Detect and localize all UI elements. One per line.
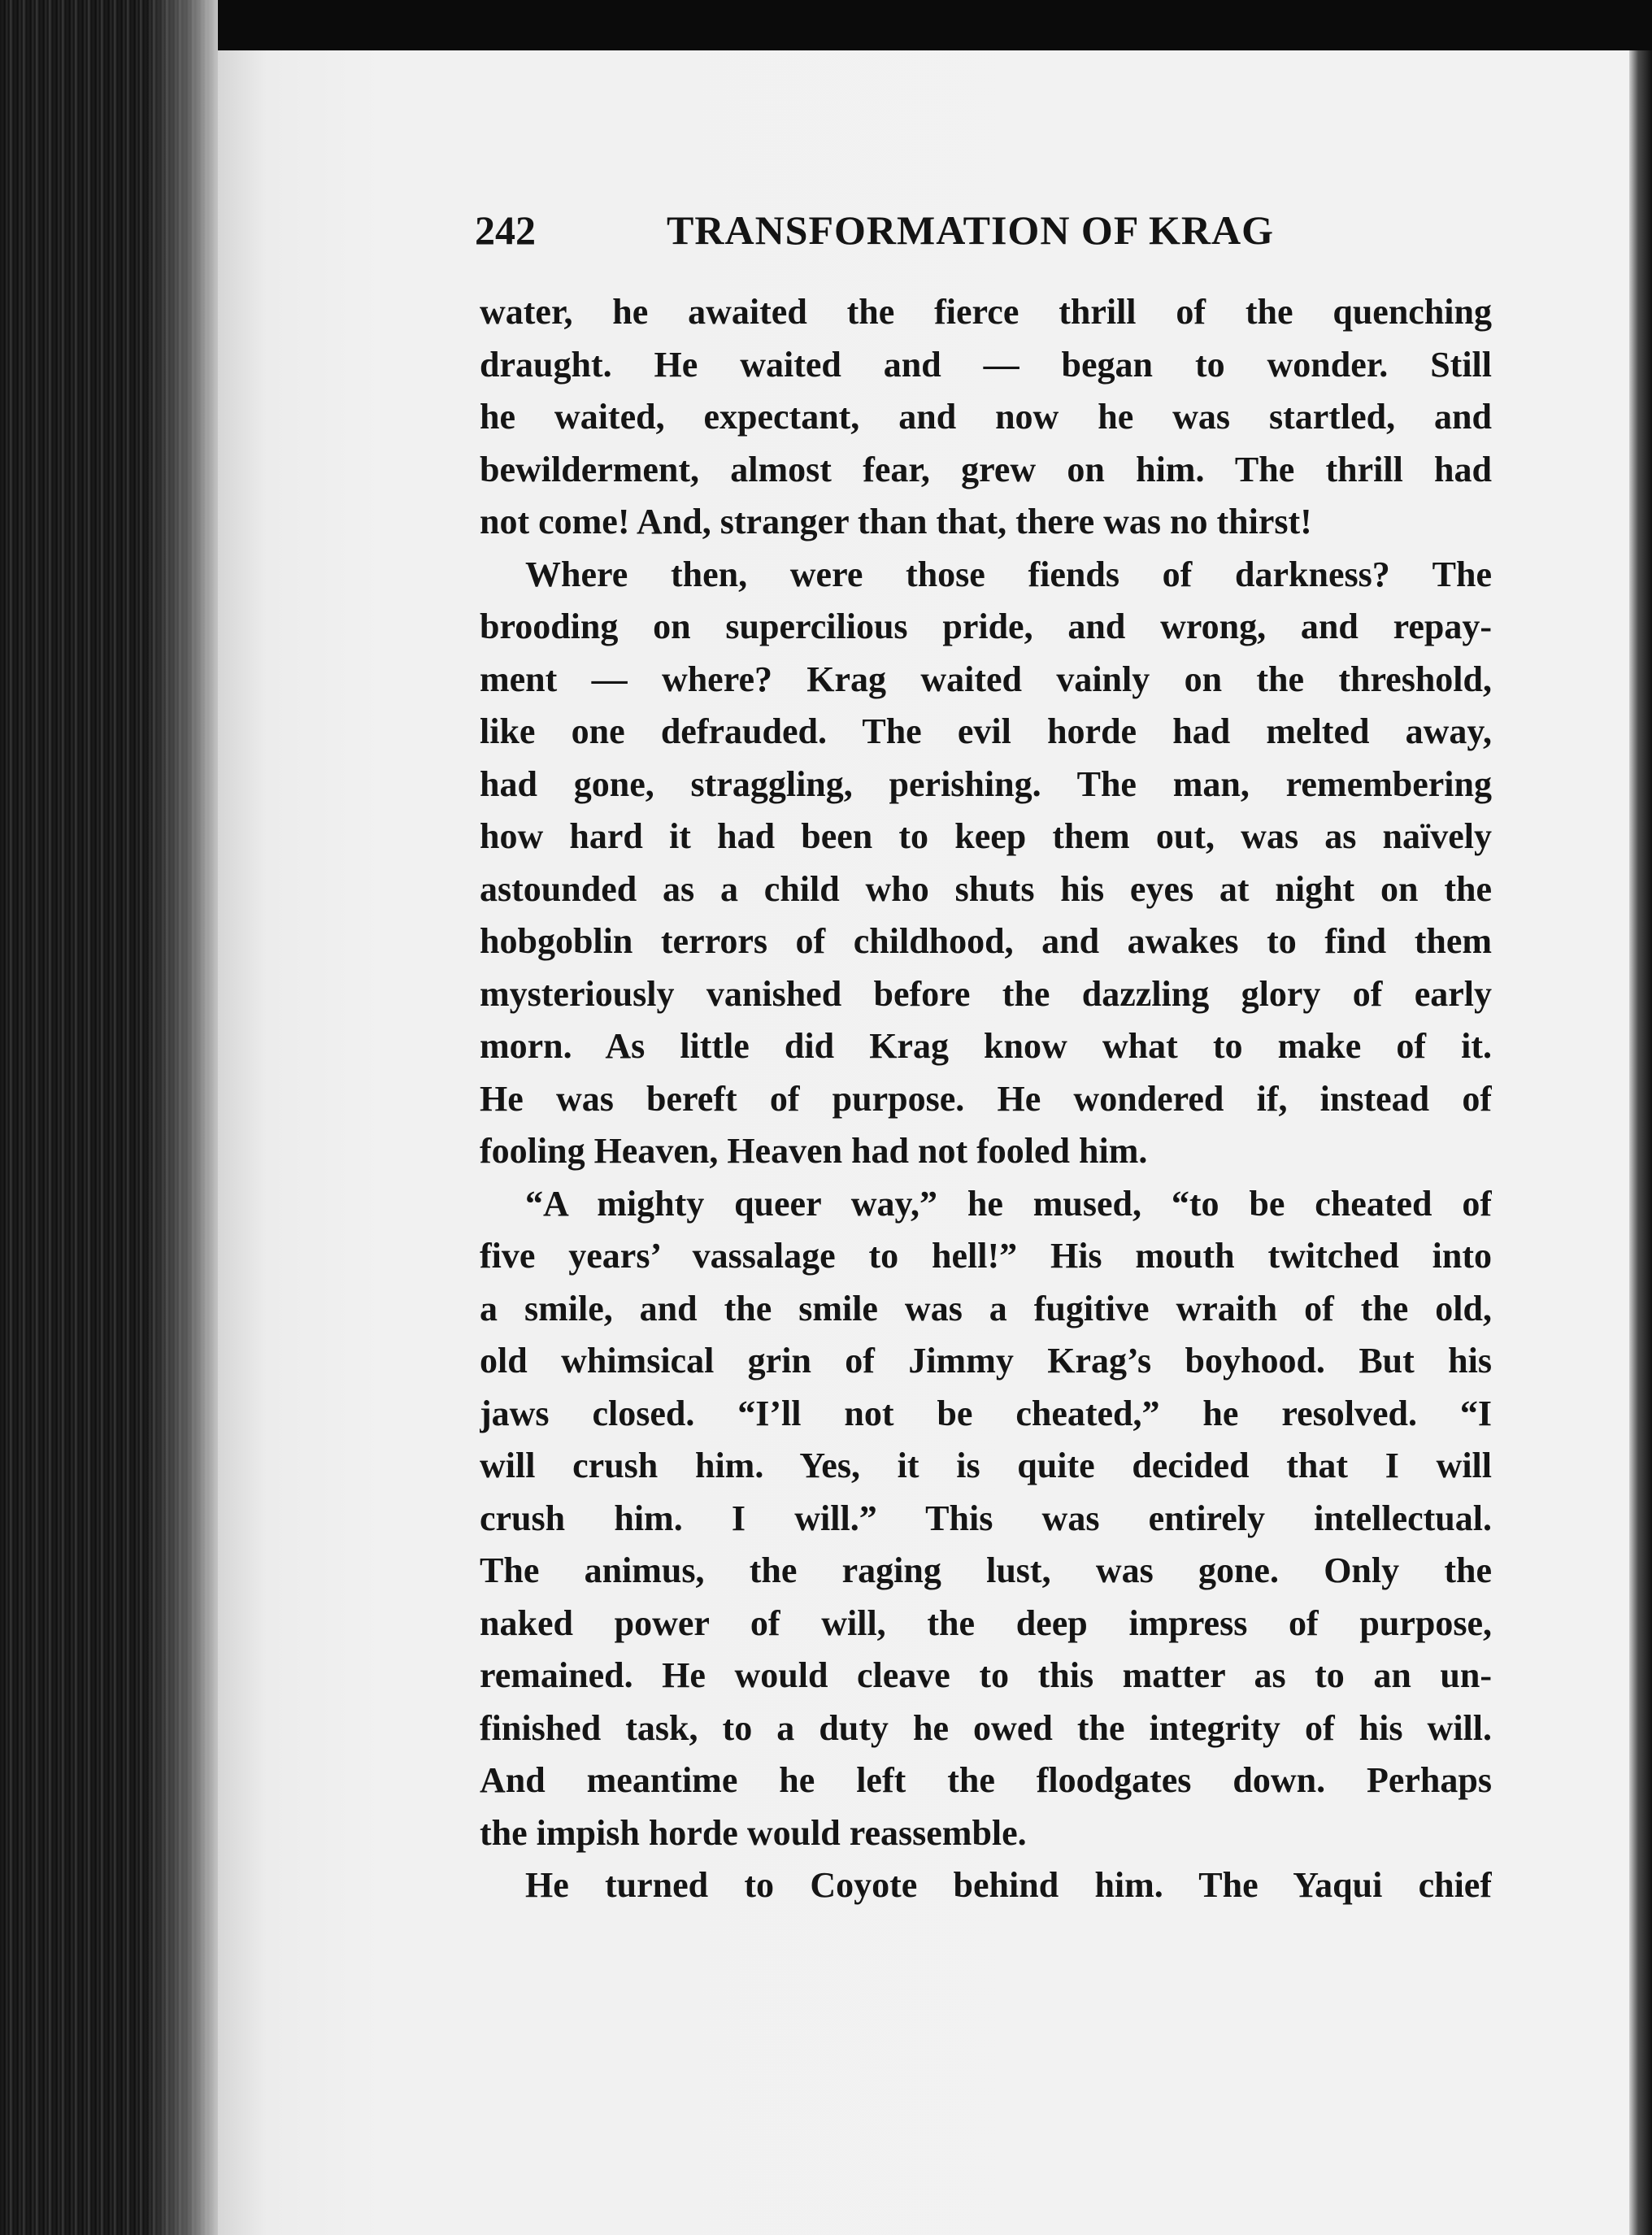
text-line: draught. He waited and — began to wonder. Still xyxy=(480,345,1492,385)
text-line: And meantime he left the floodgates down. Perhaps xyxy=(480,1760,1492,1800)
text-line: Where then, were those fiends of darkness? The xyxy=(525,554,1492,594)
text-line: will crush him. Yes, it is quite decided that I will xyxy=(480,1446,1492,1485)
text-line: He turned to Coyote behind him. The Yaqui chief xyxy=(525,1865,1492,1905)
text-line: five years’ vassalage to hell!” His mouth twitched into xyxy=(480,1236,1492,1276)
text-line: hobgoblin terrors of childhood, and awakes to find them xyxy=(480,921,1492,961)
text-line: brooding on supercilious pride, and wrong, and repay- xyxy=(480,607,1492,646)
text-line: mysteriously vanished before the dazzling glory of early xyxy=(480,974,1492,1014)
text-line: remained. He would cleave to this matter as to an un- xyxy=(480,1655,1492,1695)
text-line: fooling Heaven, Heaven had not fooled him. xyxy=(480,1131,1148,1171)
running-title: TRANSFORMATION OF KRAG xyxy=(667,207,1274,253)
text-line: he waited, expectant, and now he was startled, and xyxy=(480,397,1492,437)
text-line: a smile, and the smile was a fugitive wraith of the old, xyxy=(480,1289,1492,1328)
text-line: bewilderment, almost fear, grew on him. The thrill had xyxy=(480,450,1492,489)
text-line: water, he awaited the fierce thrill of the quenching xyxy=(480,292,1492,332)
text-line: not come! And, stranger than that, there was no thirst! xyxy=(480,502,1312,541)
text-line: morn. As little did Krag know what to make of it. xyxy=(480,1026,1492,1066)
text-line: The animus, the raging lust, was gone. Only the xyxy=(480,1550,1492,1590)
text-line: had gone, straggling, perishing. The man, remembering xyxy=(480,764,1492,804)
text-line: like one defrauded. The evil horde had melted away, xyxy=(480,711,1492,751)
page-right-edge xyxy=(1629,50,1652,2235)
text-line: astounded as a child who shuts his eyes at night on the xyxy=(480,869,1492,909)
text-line: ment — where? Krag waited vainly on the threshold, xyxy=(480,659,1492,699)
text-line: old whimsical grin of Jimmy Krag’s boyhood. But his xyxy=(480,1341,1492,1381)
text-line: “A mighty queer way,” he mused, “to be cheated of xyxy=(525,1184,1492,1224)
text-line: the impish horde would reassemble. xyxy=(480,1813,1027,1853)
text-line: finished task, to a duty he owed the integrity of his will. xyxy=(480,1708,1492,1748)
book-binding-edge xyxy=(0,0,218,2235)
text-line: He was bereft of purpose. He wondered if, instead of xyxy=(480,1079,1492,1119)
text-line: how hard it had been to keep them out, was as naïvely xyxy=(480,816,1492,856)
text-line: jaws closed. “I’ll not be cheated,” he resolved. “I xyxy=(480,1394,1492,1433)
text-line: naked power of will, the deep impress of purpose, xyxy=(480,1603,1492,1643)
text-line: crush him. I will.” This was entirely intellectual. xyxy=(480,1498,1492,1538)
page-number: 242 xyxy=(475,207,536,253)
